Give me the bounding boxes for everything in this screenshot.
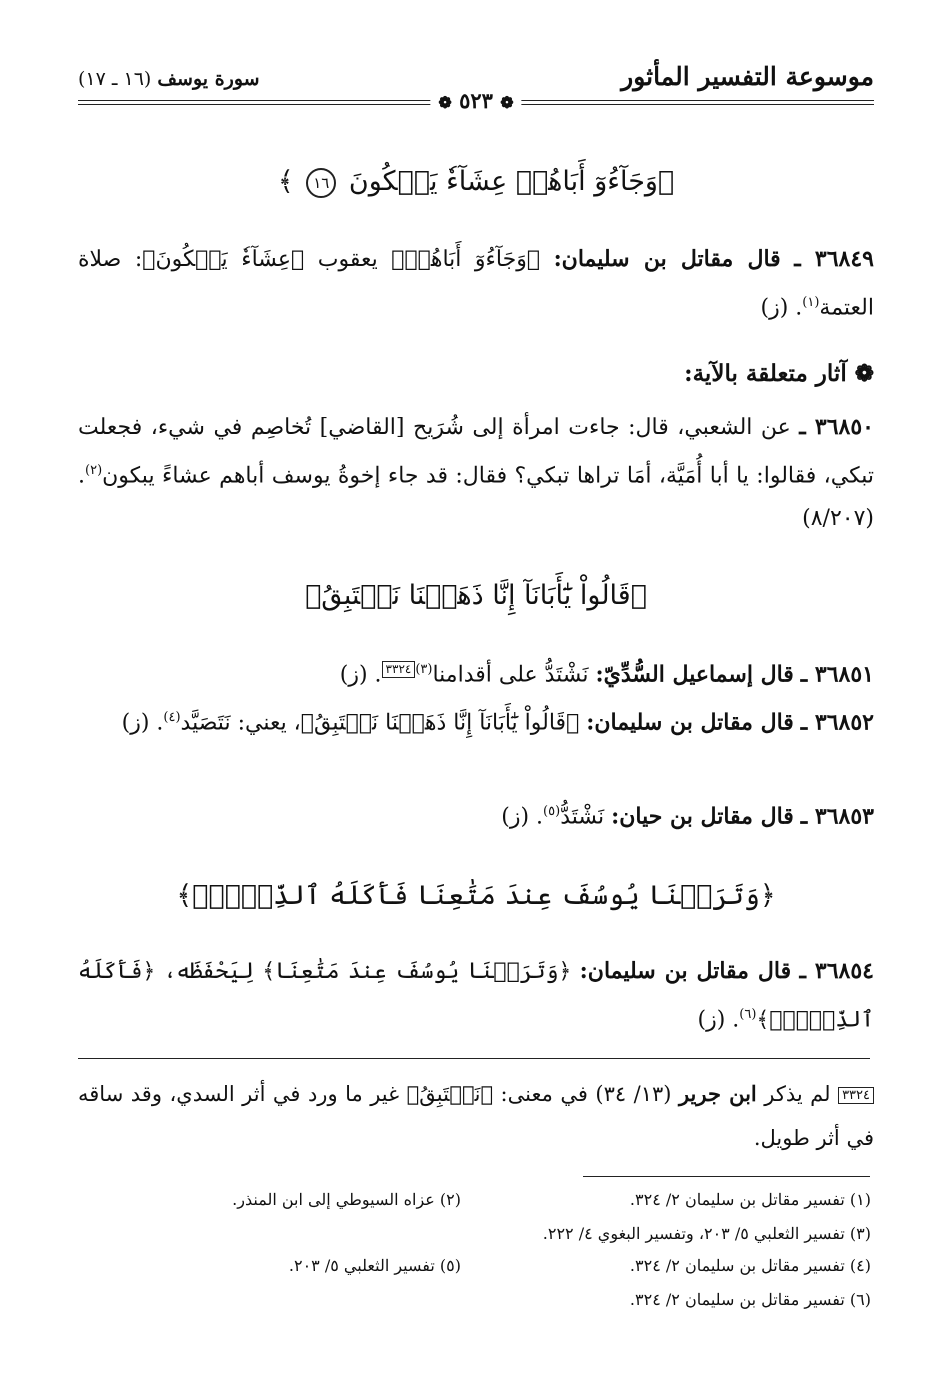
surah-reference xyxy=(78,68,260,90)
narrator: قال مقاتل بن سليمان: xyxy=(579,958,792,984)
footnote-4: (٤) تفسير مقاتل بن سليمان ٢/ ٣٢٤. xyxy=(629,1256,871,1275)
entry-number: ٣٦٨٥٤ ـ xyxy=(799,958,874,984)
ornament-icon: ❁ xyxy=(500,93,514,112)
commentary-ref-box: ٣٣٢٤ xyxy=(838,1087,874,1104)
entry-source: . (ز) xyxy=(339,662,382,688)
entry-source: . (ز) xyxy=(697,1007,740,1033)
entry-source: . (ز) xyxy=(501,804,544,830)
narrator: قال مقاتل بن سليمان: xyxy=(586,709,794,736)
entry-text: نَشْتَدُّ على أقدامنا xyxy=(432,662,596,688)
entry-source: . (ز) xyxy=(121,710,164,736)
commentary-rule xyxy=(78,1058,870,1059)
entry-text: عن الشعبي، قال: جاءت امرأة إلى شُرَيح [القاضي] تُخاصِم في شيء، فجعلت تبكي، فقالوا: يا أبا أُمَيَّة، أمَا تراها تبكي؟ فقال: قد جاء إخوةُ يوسف أباهم عشاءً يبكون xyxy=(78,415,874,489)
entry-36852 xyxy=(78,696,874,744)
commentary-author: ابن جرير xyxy=(678,1081,757,1106)
footnote-2: (٢) عزاه السيوطي إلى ابن المنذر. xyxy=(232,1190,461,1209)
verse-heading-17: ﴿وَتَرَكۡنَا يُوسُفَ عِندَ مَتَٰعِنَا فَأَكَلَهُ ٱلذِّئۡبُۖ﴾ xyxy=(176,880,776,911)
commentary-ref-box: ٣٣٢٤ xyxy=(382,661,416,678)
entry-text: ﴿وَجَآءُوٓ أَبَاهُمۡ﴾ يعقوب ﴿عِشَآءٗ يَبۡكُونَ﴾: صلاة العتمة xyxy=(78,247,874,321)
entry-number: ٣٦٨٥٠ ـ xyxy=(799,414,874,440)
commentary-note xyxy=(78,1072,874,1160)
footnote-marker: (٤) xyxy=(163,710,181,725)
commentary-text: لم يذكر xyxy=(756,1082,839,1106)
verse-text: ﴿وَجَآءُوٓ أَبَاهُمۡ عِشَآءٗ يَبۡكُونَ xyxy=(348,166,675,197)
book-title: موسوعة التفسير المأثور xyxy=(621,62,874,91)
commentary-text: (١٣/ ٣٤) في معنى: ﴿نَسۡتَبِقُ﴾ غير ما ورد في أثر السدي، وقد ساقه في أثر طويل. xyxy=(78,1082,874,1150)
verse-range: (١٦ ـ ١٧) xyxy=(78,68,152,90)
entry-text: ﴿وَتَرَكۡنَا يُوسُفَ عِندَ مَتَٰعِنَا﴾ لِيَحْفَظَه، ﴿فَأَكَلَهُ ٱلذِّئۡبُۖ﴾ xyxy=(78,959,874,1033)
entry-source: . (٨/٢٠٧) xyxy=(78,463,874,532)
entry-36853 xyxy=(78,790,874,838)
verse-close: ﴾ xyxy=(277,166,294,197)
entry-text: ﴿قَالُواْ يَٰٓأَبَانَآ إِنَّا ذَهَبۡنَا نَسۡتَبِقُ﴾، يعني: نَتَصَيَّد xyxy=(180,710,587,736)
footnote-6: (٦) تفسير مقاتل بن سليمان ٢/ ٣٢٤. xyxy=(629,1290,871,1309)
footnote-marker: (٦) xyxy=(739,1007,757,1022)
ornament-icon: ❁ xyxy=(438,93,452,112)
footnote-marker: (١) xyxy=(802,295,820,310)
verse-heading-16b: ﴿قَالُواْ يَٰٓأَبَانَآ إِنَّا ذَهَبۡنَا نَسۡتَبِقُ﴾ xyxy=(305,580,647,611)
entry-number: ٣٦٨٥٣ ـ xyxy=(800,803,874,830)
entry-36851 xyxy=(78,648,874,696)
page-number-block xyxy=(430,88,521,113)
verse-heading-16 xyxy=(78,166,874,198)
entry-36849 xyxy=(78,238,874,329)
entry-source: . (ز) xyxy=(760,295,803,321)
entry-36850 xyxy=(78,406,874,540)
footnote-5: (٥) تفسير الثعلبي ٥/ ٢٠٣. xyxy=(288,1256,461,1275)
footnote-marker: (٢) xyxy=(85,463,103,478)
footnote-marker: (٣) xyxy=(415,662,433,677)
footnote-marker: (٥) xyxy=(543,804,561,819)
page-number: ٥٢٣ xyxy=(459,88,493,113)
ayah-number-icon: ١٦ xyxy=(306,168,336,198)
entry-number: ٣٦٨٥٢ ـ xyxy=(800,709,874,736)
footnote-rule xyxy=(583,1176,870,1177)
entry-36854 xyxy=(78,950,874,1041)
narrator: قال مقاتل بن سليمان: xyxy=(553,246,781,272)
entry-number: ٣٦٨٤٩ ـ xyxy=(794,246,874,272)
footnote-3: (٣) تفسير الثعلبي ٥/ ٢٠٣، وتفسير البغوي ٤/ ٢٢٢. xyxy=(542,1224,871,1243)
narrator: قال إسماعيل السُّدِّيّ: xyxy=(595,661,794,688)
section-title: ❁ آثار متعلقة بالآية: xyxy=(684,360,874,387)
footnote-1: (١) تفسير مقاتل بن سليمان ٢/ ٣٢٤. xyxy=(629,1190,871,1209)
page-header xyxy=(78,58,874,120)
surah-label: سورة يوسف xyxy=(157,68,260,90)
entry-text: نَشْتَدُّ xyxy=(560,804,612,830)
narrator: قال مقاتل بن حيان: xyxy=(611,803,794,830)
entry-number: ٣٦٨٥١ ـ xyxy=(800,661,874,688)
